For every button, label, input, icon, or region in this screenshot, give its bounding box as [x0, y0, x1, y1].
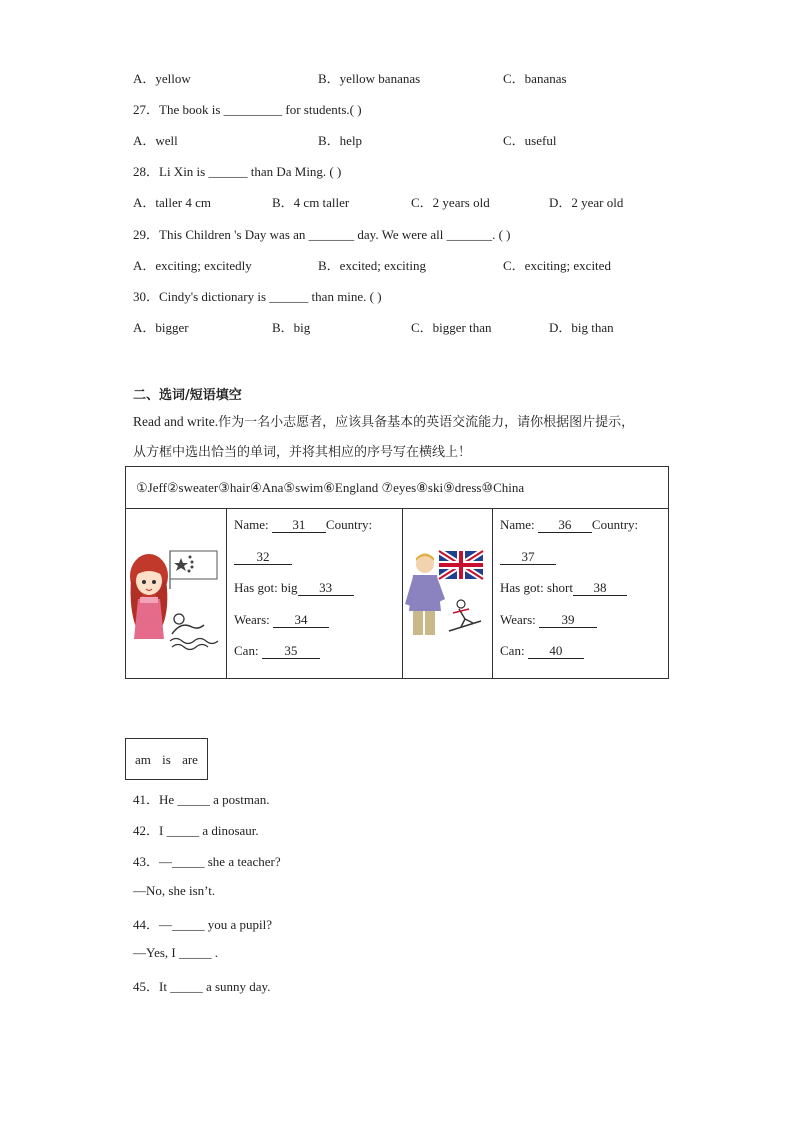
man-country-row: [500, 541, 668, 573]
blank-34: 34: [273, 613, 329, 628]
blank-36: 36: [538, 518, 592, 533]
girl-name-row: Name: 31 Country:: [234, 517, 373, 532]
q30-option-c: C．bigger than: [411, 320, 492, 335]
man-picture-cell: [403, 509, 493, 679]
blank-38: 38: [573, 581, 627, 596]
man-can-row: Can: 40: [500, 635, 668, 667]
q28-option-b: B．4 cm taller: [272, 195, 350, 210]
man-hasgot-row: Has got: short 38: [500, 572, 668, 604]
girl-wears-row: Wears: 34: [234, 604, 402, 636]
blank-33: 33: [298, 581, 354, 596]
blank-31: 31: [272, 518, 326, 533]
blank-39: 39: [539, 613, 597, 628]
q44-answer: —Yes, I _____ .: [133, 945, 218, 960]
q29-option-c: C．exciting; excited: [503, 258, 611, 273]
q43-answer: —No, she isn’t.: [133, 883, 216, 898]
girl-can-row: Can: 35: [234, 635, 402, 667]
blank-35: 35: [262, 644, 320, 659]
q30-stem: 30．Cindy's dictionary is ______ than mine. ( ): [133, 289, 382, 304]
q28-option-c: C．2 years old: [411, 195, 490, 210]
q27-stem: 27．The book is _________ for students.( ): [133, 102, 362, 117]
be-verb-bank: am is are: [125, 738, 208, 780]
girl-info-cell: [227, 509, 403, 679]
girl-hasgot-row: Has got: big 33: [234, 572, 402, 604]
intro-cn-2: 从方框中选出恰当的单词，并将其相应的序号写在横线上！: [133, 445, 472, 460]
q29-stem: 29．This Children 's Day was an _______ day. We were all _______. ( ): [133, 227, 511, 242]
profile-table: [125, 466, 669, 679]
man-england-ski-illustration: [403, 509, 492, 674]
intro-en: Read and write.: [133, 414, 219, 429]
man-info-cell: [493, 509, 669, 679]
man-wears-row: Wears: 39: [500, 604, 668, 636]
blank-40: 40: [528, 644, 584, 659]
girl-picture-cell: [126, 509, 227, 679]
intro-cn-1: 作为一名小志愿者，应该具备基本的英语交流能力，请你根据图片提示，: [218, 415, 635, 430]
section-intro-line1: [133, 411, 634, 430]
q41: 41．He _____ a postman.: [133, 792, 270, 807]
q28-option-d: D．2 year old: [549, 195, 624, 210]
q29-option-b: B．excited; exciting: [318, 258, 426, 273]
q30-option-d: D．big than: [549, 320, 614, 335]
q28-option-a: A．taller 4 cm: [133, 195, 211, 210]
word-bank: ①Jeff②sweater③hair④Ana⑤swim⑥England ⑦eyes⑧ski⑨dress⑩China: [126, 467, 669, 509]
blank-37: 37: [500, 550, 556, 565]
q42: 42．I _____ a dinosaur.: [133, 823, 259, 838]
q27-option-b: B．help: [318, 133, 363, 148]
girl-country-row: [234, 541, 402, 573]
man-name-row: Name: 36 Country:: [500, 517, 639, 532]
q26-option-a: A．yellow: [133, 71, 191, 86]
q29-option-a: A．exciting; excitedly: [133, 258, 252, 273]
section-intro-line2: [133, 441, 471, 460]
section-title: 二、选词/短语填空: [133, 388, 242, 403]
q27-option-c: C．useful: [503, 133, 557, 148]
q43: 43．—_____ she a teacher?: [133, 854, 281, 869]
girl-china-swim-illustration: [126, 509, 226, 674]
q45: 45．It _____ a sunny day.: [133, 979, 271, 994]
q26-option-c: C．bananas: [503, 71, 567, 86]
q27-option-a: A．well: [133, 133, 178, 148]
q30-option-a: A．bigger: [133, 320, 189, 335]
q26-option-b: B．yellow bananas: [318, 71, 421, 86]
q30-option-b: B．big: [272, 320, 311, 335]
q44: 44．—_____ you a pupil?: [133, 917, 273, 932]
q28-stem: 28．Li Xin is ______ than Da Ming. ( ): [133, 164, 342, 179]
blank-32: 32: [234, 550, 292, 565]
